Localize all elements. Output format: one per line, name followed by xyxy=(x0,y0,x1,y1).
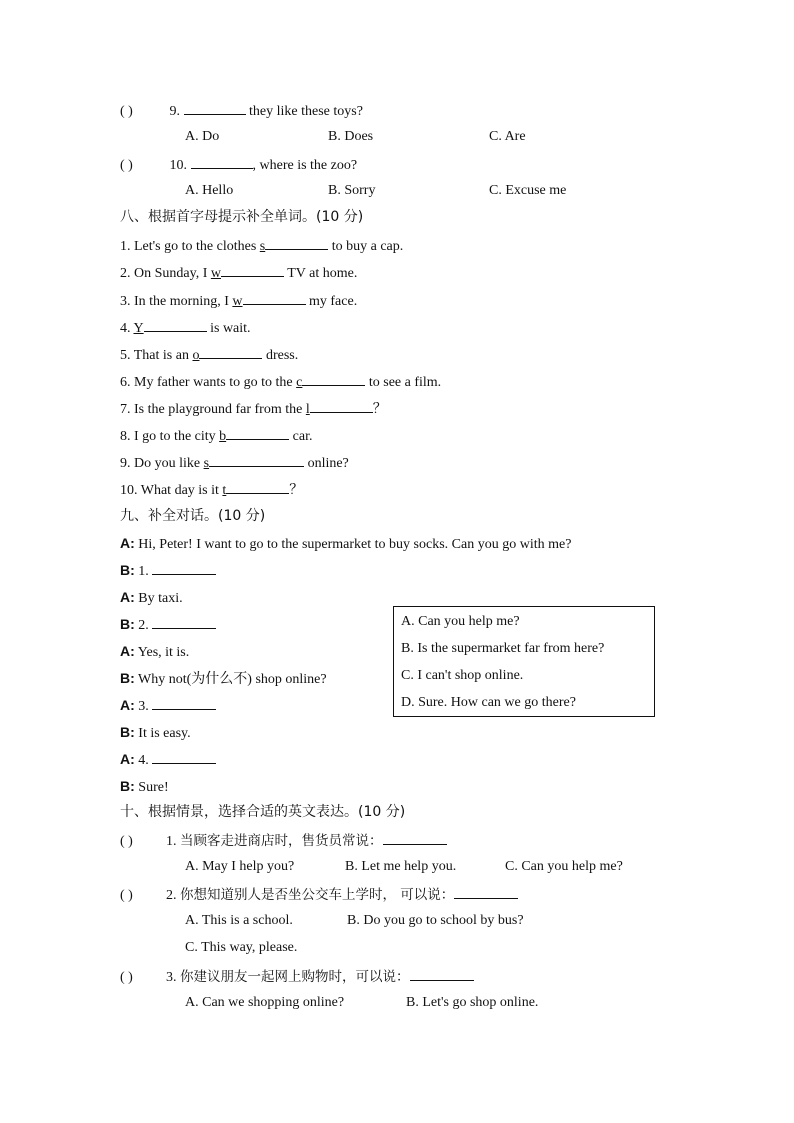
dialogue-line-10 xyxy=(120,777,169,797)
speaker-label: A: xyxy=(120,643,135,659)
option-b: B. Do you go to school by bus? xyxy=(347,913,524,928)
option-a: A. Hello xyxy=(185,183,234,198)
dialogue-text: It is easy. xyxy=(138,726,191,741)
item-text: 7. Is the playground far from the xyxy=(120,402,306,417)
question-text: they like these toys? xyxy=(249,104,363,119)
answer-blank[interactable] xyxy=(144,318,207,332)
fill-item-6 xyxy=(120,372,441,392)
option-b: B. Let's go shop online. xyxy=(406,995,539,1010)
question-prompt: 当顾客走进商店时，售货员常说： xyxy=(180,833,383,849)
speaker-label: A: xyxy=(120,589,135,605)
speaker-label: A: xyxy=(120,535,135,551)
hint-letter: b xyxy=(219,429,227,444)
question-text: , where is the zoo? xyxy=(252,158,358,173)
dialogue-text: 4. xyxy=(138,753,149,768)
hint-letter: s xyxy=(203,456,210,471)
answer-blank[interactable] xyxy=(410,967,474,981)
option-a: A. Can we shopping online? xyxy=(185,995,345,1010)
dialogue-line-9 xyxy=(120,750,216,770)
dialogue-line-4 xyxy=(120,615,216,635)
speaker-label: B: xyxy=(120,616,135,632)
answer-paren[interactable]: ( ) xyxy=(120,888,133,903)
dialogue-line-1 xyxy=(120,534,571,554)
question-number: 1. xyxy=(166,834,177,849)
scenario-question-2 xyxy=(120,885,518,905)
fill-item-2 xyxy=(120,263,357,283)
answer-blank[interactable] xyxy=(152,750,216,764)
option-c: C. Can you help me? xyxy=(505,859,623,874)
answer-paren[interactable]: ( ) xyxy=(120,104,133,119)
fill-item-7 xyxy=(120,399,387,419)
question-prompt: 你想知道别人是否坐公交车上学时， 可以说： xyxy=(180,887,455,903)
dialogue-line-5 xyxy=(120,642,189,662)
question-number: 3. xyxy=(166,970,177,985)
dialogue-line-8 xyxy=(120,723,191,743)
option-c: C. Are xyxy=(489,129,526,144)
hint-letter: l xyxy=(305,402,310,417)
answer-paren[interactable]: ( ) xyxy=(120,158,133,173)
answer-blank[interactable] xyxy=(265,236,328,250)
question-10 xyxy=(120,155,357,175)
section-10-heading: 十、根据情景，选择合适的英文表达。(10 分) xyxy=(120,804,406,820)
hint-letter: s xyxy=(259,239,266,254)
answer-blank[interactable] xyxy=(383,831,447,845)
dialogue-text: Why not(为什么不) shop online? xyxy=(138,672,327,687)
item-text: 8. I go to the city xyxy=(120,429,220,444)
answer-paren[interactable]: ( ) xyxy=(120,834,133,849)
option-b: B. Does xyxy=(328,129,374,144)
answer-blank[interactable] xyxy=(152,696,216,710)
speaker-label: B: xyxy=(120,670,135,686)
item-text: 5. That is an xyxy=(120,348,193,363)
speaker-label: A: xyxy=(120,751,135,767)
dialogue-text: Yes, it is. xyxy=(137,645,190,660)
item-text: 6. My father wants to go to the xyxy=(120,375,297,390)
option-c: C. Excuse me xyxy=(489,183,567,198)
scenario-question-3 xyxy=(120,967,474,987)
item-text: 10. What day is it xyxy=(120,483,223,498)
hint-letter: w xyxy=(232,294,243,309)
section-9-heading: 九、补全对话。(10 分) xyxy=(120,508,266,524)
question-9 xyxy=(120,101,363,121)
choices-box xyxy=(393,606,655,717)
dialogue-text: 1. xyxy=(138,564,149,579)
answer-paren[interactable]: ( ) xyxy=(120,970,133,985)
hint-letter: w xyxy=(210,266,221,281)
speaker-label: B: xyxy=(120,724,135,740)
dialogue-line-7 xyxy=(120,696,216,716)
option-b: B. Sorry xyxy=(328,183,376,198)
answer-blank[interactable] xyxy=(209,453,304,467)
option-b: B. Let me help you. xyxy=(345,859,457,874)
item-text: online? xyxy=(304,456,349,471)
item-text: 9. Do you like xyxy=(120,456,204,471)
item-text: 2. On Sunday, I xyxy=(120,266,211,281)
choice-d: D. Sure. How can we go there? xyxy=(401,695,576,710)
dialogue-text: 3. xyxy=(138,699,149,714)
option-a: A. This is a school. xyxy=(185,913,293,928)
answer-blank[interactable] xyxy=(310,399,373,413)
answer-blank[interactable] xyxy=(152,561,216,575)
fill-item-5 xyxy=(120,345,298,365)
item-text: 3. In the morning, I xyxy=(120,294,233,309)
item-text: to see a film. xyxy=(365,375,442,390)
item-text: ？ xyxy=(372,402,387,417)
hint-letter: c xyxy=(296,375,303,390)
answer-blank[interactable] xyxy=(454,885,518,899)
choice-a: A. Can you help me? xyxy=(401,614,520,629)
item-text: 1. Let's go to the clothes xyxy=(120,239,260,254)
option-a: A. May I help you? xyxy=(185,859,295,874)
item-text: ？ xyxy=(289,483,304,498)
answer-blank[interactable] xyxy=(152,615,216,629)
item-text: 4. xyxy=(120,321,134,336)
option-a: A. Do xyxy=(185,129,220,144)
item-text: TV at home. xyxy=(284,266,358,281)
item-text: my face. xyxy=(305,294,358,309)
dialogue-line-3 xyxy=(120,588,183,608)
fill-item-10 xyxy=(120,480,303,500)
answer-blank[interactable] xyxy=(243,291,306,305)
item-text: to buy a cap. xyxy=(328,239,404,254)
fill-item-3 xyxy=(120,291,357,311)
hint-letter: t xyxy=(222,483,227,498)
section-8-heading: 八、根据首字母提示补全单词。(10 分) xyxy=(120,209,364,225)
item-text: car. xyxy=(289,429,313,444)
dialogue-line-6 xyxy=(120,669,327,689)
hint-letter: Y xyxy=(133,321,144,336)
fill-item-4 xyxy=(120,318,251,338)
item-text: is wait. xyxy=(206,321,251,336)
speaker-label: A: xyxy=(120,697,135,713)
dialogue-text: Hi, Peter! I want to go to the supermarket to buy socks. Can you go with me? xyxy=(138,537,572,552)
fill-item-9 xyxy=(120,453,349,473)
dialogue-text: 2. xyxy=(138,618,149,633)
dialogue-line-2 xyxy=(120,561,216,581)
fill-item-8 xyxy=(120,426,312,446)
answer-blank[interactable] xyxy=(191,155,253,169)
choice-c: C. I can't shop online. xyxy=(401,668,524,683)
scenario-question-1 xyxy=(120,831,447,851)
answer-blank[interactable] xyxy=(221,263,284,277)
answer-blank[interactable] xyxy=(199,345,262,359)
speaker-label: B: xyxy=(120,562,135,578)
option-c: C. This way, please. xyxy=(185,940,298,955)
answer-blank[interactable] xyxy=(184,101,246,115)
question-number: 10. xyxy=(169,158,187,173)
fill-item-1 xyxy=(120,236,403,256)
answer-blank[interactable] xyxy=(226,426,289,440)
answer-blank[interactable] xyxy=(302,372,365,386)
question-number: 9. xyxy=(169,104,180,119)
dialogue-text: By taxi. xyxy=(138,591,183,606)
item-text: dress. xyxy=(262,348,299,363)
question-number: 2. xyxy=(166,888,177,903)
choice-b: B. Is the supermarket far from here? xyxy=(401,641,605,656)
question-prompt: 你建议朋友一起网上购物时，可以说： xyxy=(180,969,410,985)
answer-blank[interactable] xyxy=(226,480,289,494)
speaker-label: B: xyxy=(120,778,135,794)
hint-letter: o xyxy=(192,348,200,363)
dialogue-text: Sure! xyxy=(138,780,169,795)
